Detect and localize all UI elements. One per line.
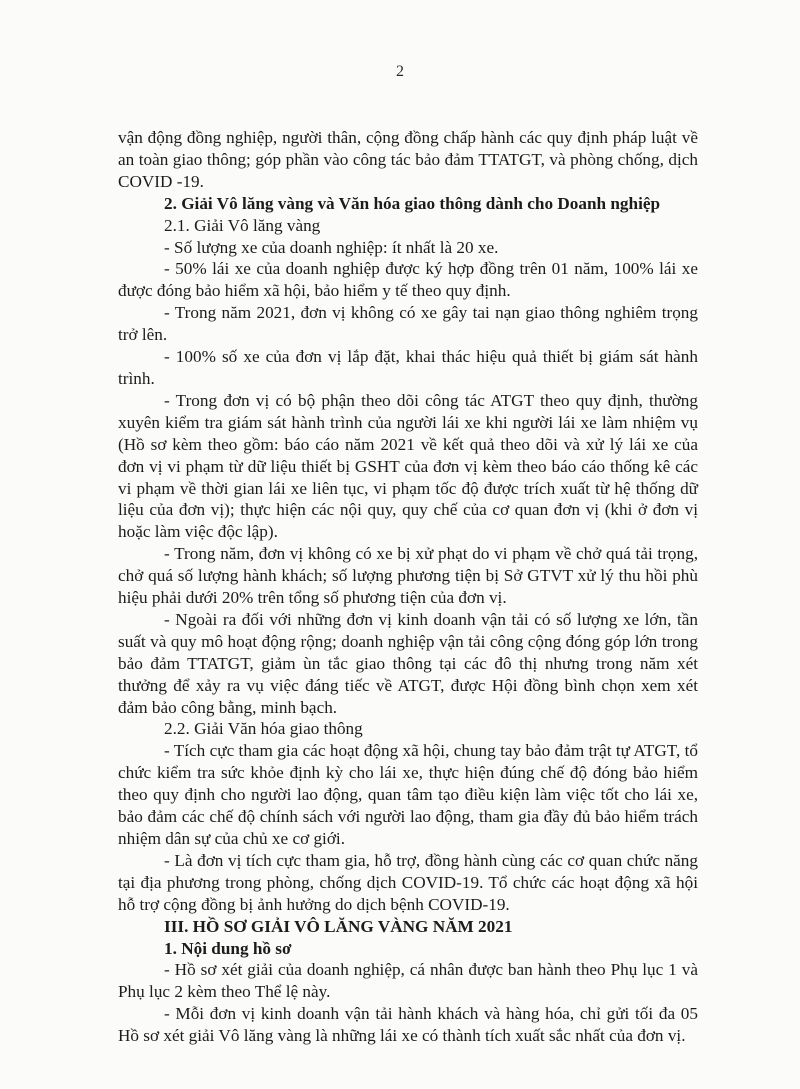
- page-number: 2: [396, 63, 404, 80]
- section-heading: 1. Nội dung hồ sơ: [164, 938, 292, 958]
- paragraph: vận động đồng nghiệp, người thân, cộng đồng chấp hành các quy định pháp luật về an toàn giao thông; góp phần vào công tác bảo đảm TTATGT, và phòng chống, dịch COVID -19.: [118, 128, 698, 191]
- section-heading: III. HỒ SƠ GIẢI VÔ LĂNG VÀNG NĂM 2021: [164, 916, 513, 936]
- paragraph: - Trong năm, đơn vị không có xe bị xử phạt do vi phạm về chở quá tải trọng, chở quá số lượng hành khách; số lượng phương tiện bị Sở GTVT xử lý thu hồi phù hiệu phải dưới 20% trên tổng số phương tiện của đơn vị.: [118, 544, 698, 608]
- document-body: [118, 127, 698, 1047]
- paragraph: - Ngoài ra đối với những đơn vị kinh doanh vận tải có số lượng xe lớn, tần suất và quy mô hoạt động rộng; doanh nghiệp vận tải công cộng đóng góp lớn trong bảo đảm TTATGT, giảm ùn tắc giao thông tại các đô thị nhưng trong năm xét thưởng để xảy ra vụ việc đáng tiếc về ATGT, được Hội đồng bình chọn xem xét đảm bảo công bằng, minh bạch.: [118, 609, 698, 717]
- paragraph: - Số lượng xe của doanh nghiệp: ít nhất là 20 xe.: [164, 237, 499, 257]
- paragraph: - Trong năm 2021, đơn vị không có xe gây tai nạn giao thông nghiêm trọng trở lên.: [118, 303, 698, 345]
- section-heading: 2. Giải Vô lăng vàng và Văn hóa giao thông dành cho Doanh nghiệp: [164, 193, 661, 213]
- paragraph: - Hồ sơ xét giải của doanh nghiệp, cá nhân được ban hành theo Phụ lục 1 và Phụ lục 2 kèm theo Thể lệ này.: [118, 960, 698, 1002]
- paragraph: - 100% số xe của đơn vị lắp đặt, khai thác hiệu quả thiết bị giám sát hành trình.: [118, 347, 698, 388]
- paragraph: - Là đơn vị tích cực tham gia, hỗ trợ, đồng hành cùng các cơ quan chức năng tại địa phương trong phòng, chống dịch COVID-19. Tổ chức các hoạt động xã hội hỗ trợ cộng đồng bị ảnh hưởng do dịch bệnh COVID-19.: [118, 850, 698, 914]
- subsection-heading: 2.2. Giải Văn hóa giao thông: [164, 719, 363, 739]
- paragraph: - Trong đơn vị có bộ phận theo dõi công tác ATGT theo quy định, thường xuyên kiểm tra giám sát hành trình của người lái xe khi người lái xe làm nhiệm vụ (Hồ sơ kèm theo gồm: báo cáo năm 2021 về kết quả theo dõi và xử lý lái xe của đơn vị vi phạm từ dữ liệu thiết bị GSHT của đơn vị kèm theo báo cáo thống kê các vi phạm về thời gian lái xe liên tục, vi phạm tốc độ được trích xuất từ hệ thống dữ liệu của đơn vị); thực hiện các nội quy, quy chế của cơ quan đơn vị (khi ở đơn vị hoặc làm việc độc lập).: [118, 390, 698, 542]
- subsection-heading: 2.1. Giải Vô lăng vàng: [164, 215, 321, 235]
- paragraph: - 50% lái xe của doanh nghiệp được ký hợp đồng trên 01 năm, 100% lái xe được đóng bảo hiểm xã hội, bảo hiểm y tế theo quy định.: [118, 259, 698, 301]
- paragraph: - Mỗi đơn vị kinh doanh vận tải hành khách và hàng hóa, chỉ gửi tối đa 05 Hồ sơ xét giải Vô lăng vàng là những lái xe có thành tích xuất sắc nhất của đơn vị.: [118, 1004, 698, 1046]
- paragraph: - Tích cực tham gia các hoạt động xã hội, chung tay bảo đảm trật tự ATGT, tổ chức kiểm tra sức khỏe định kỳ cho lái xe, thực hiện đúng chế độ đóng bảo hiểm theo quy định cho người lao động, quan tâm tạo điều kiện làm việc tốt cho lái xe, bảo đảm các chế độ chính sách với người lao động, tham gia đầy đủ bảo hiểm trách nhiệm dân sự của chủ xe cơ giới.: [118, 741, 698, 848]
